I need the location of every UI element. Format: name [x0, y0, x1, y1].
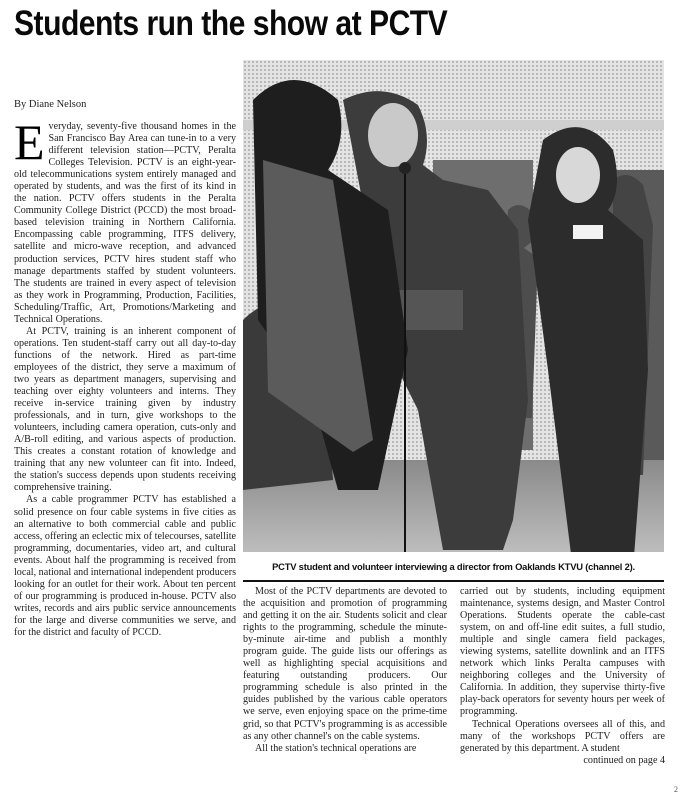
paragraph — [14, 114, 236, 326]
paragraph: All the station's technical operations are — [255, 742, 417, 754]
photo-caption: PCTV student and volunteer interviewing a director from Oaklands KTVU (channel 2). — [272, 561, 635, 572]
paragraph: Most of the PCTV departments are devoted to the acquisition and promotion of programming and getting it on the air. Students solicit and clear rights to the programming, schedule the minute-by-minute air-time and publish a monthly program guide. The guide lists our offerings as well as highlighting special acquisitions and featuring outstanding producers. Our programming schedule is also printed in the guides published by the various cable operators we serve, even enjoying space on the prime-time grid, so that PCTV's programming is as accessible as any other channel's on the cable systems. — [243, 586, 447, 742]
article-column-1 — [14, 114, 236, 639]
paragraph: carried out by students, including equipment maintenance, systems design, and Master Control Operations. Students operate the cable-cast system, on and off-line edit suites, a full studio, multiple and single camera field packages, viewing systems, satellite downlink and an ITFS network which links Peralta campuses with neighboring colleges and the University of California. In addition, they supervise thirty-five play-back operators for seventy hours per week of programming. — [460, 586, 665, 718]
paragraph: Technical Operations oversees all of this, and many of the workshops PCTV offers are generated by this department. A student — [460, 718, 665, 754]
continued-notice: continued on page 4 — [583, 754, 665, 766]
byline: By Diane Nelson — [14, 99, 87, 110]
paragraph-text: veryday, seventy-five thousand homes in the San Francisco Bay Area can tune-in to a very different television station—PCTV, Peralta Colleges Television. PCTV is an eight-year-old telecommunications system entirely managed and operated by students, and was the first of its kind in the nation. PCTV offers students in the Peralta Community College District (PCCD) the most broad-based television training in Northern California. Encompassing cable programming, ITFS delivery, satellite and micro-wave reception, and advanced production services, PCTV hires student staff who manage departments staffed by student volunteers. The students are trained in every aspect of television as they work in Programming, Production, Facilities, Scheduling/Traffic, Art, Promotions/Marketing and Technical Operations. — [14, 121, 236, 325]
paragraph: At PCTV, training is an inherent component of operations. Ten student-staff carry out all day-to-day functions of the network. Hired as part-time employees of the district, they serve a maximum of two years as department managers, supervising and teaching over eighty volunteers and interns. They receive in-service training given by industry professionals, and in turn, give workshops to the volunteers, including camera operation, cuts-only and A/B-roll editing, and various aspects of production. This creates a constant rotation of knowledge and training that any new volunteer can fit into. Indeed, the station's success depends upon students receiving comprehensive training. — [14, 325, 236, 494]
article-photo — [243, 60, 664, 552]
article-column-2 — [243, 586, 447, 755]
article-column-3 — [460, 586, 665, 767]
drop-cap: E — [14, 114, 45, 170]
headline: Students run the show at PCTV — [14, 4, 448, 43]
photo-illustration — [243, 60, 664, 552]
caption-rule — [243, 580, 664, 582]
paragraph: As a cable programmer PCTV has established a solid presence on four cable systems in five cities as an alternative to both commercial cable and public access, offering an eclectic mix of telecourses, satellite programming, documentaries, video art, and cultural events. About half the programming is received from local, national and international independent producers looking for an outlet for their work. About ten percent of our programming is produced in-house. PCTV also writes, records and airs public service announcements for the large and diverse communities we serve, and for the district and faculty of PCCD. — [14, 494, 236, 638]
page-number: 2 — [674, 785, 678, 794]
